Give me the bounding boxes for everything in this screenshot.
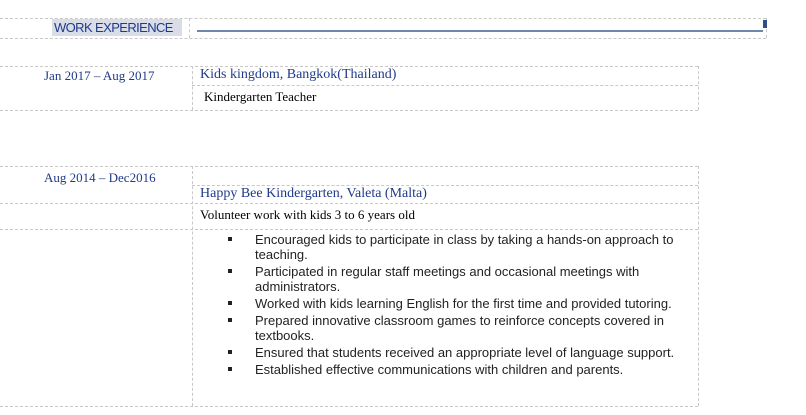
table-gridline [0, 203, 698, 204]
table-gridline [698, 66, 699, 110]
list-item [228, 264, 678, 294]
table-gridline [698, 166, 699, 406]
job-dates: Jan 2017 – Aug 2017 [44, 68, 155, 83]
job-duties-list [228, 232, 678, 379]
table-gridline [192, 66, 193, 110]
duty-text: Prepared innovative classroom games to reinforce concepts covered in textbooks. [255, 313, 664, 343]
heading-rule [197, 30, 763, 32]
table-gridline [192, 166, 193, 406]
table-gridline [189, 18, 190, 38]
bullet-icon [228, 269, 232, 273]
bullet-icon [228, 301, 232, 305]
list-item [228, 232, 678, 262]
table-gridline [0, 166, 698, 167]
list-item [228, 362, 678, 377]
heading-rule-end [763, 20, 767, 28]
duty-text: Worked with kids learning English for the first time and provided tutoring. [255, 296, 672, 311]
bullet-icon [228, 350, 232, 354]
job-role: Volunteer work with kids 3 to 6 years old [200, 207, 415, 222]
section-heading: WORK EXPERIENCE [52, 19, 182, 36]
bullet-icon [228, 367, 232, 371]
table-gridline [0, 38, 766, 39]
duty-text: Participated in regular staff meetings and occasional meetings with administrators. [255, 264, 640, 294]
duty-text: Ensured that students received an appropriate level of language support. [255, 345, 675, 360]
table-gridline [0, 406, 698, 407]
job-employer: Happy Bee Kindergarten, Valeta (Malta) [200, 186, 427, 201]
bullet-icon [228, 318, 232, 322]
bullet-icon [228, 237, 232, 241]
duty-text: Encouraged kids to participate in class by taking a hands-on approach to teaching. [255, 232, 674, 262]
job-role: Kindergarten Teacher [204, 89, 317, 104]
list-item [228, 345, 678, 360]
table-gridline [0, 110, 698, 111]
duty-text: Established effective communications with children and parents. [255, 362, 624, 377]
table-gridline [0, 229, 698, 230]
table-gridline [192, 85, 698, 86]
list-item [228, 296, 678, 311]
job-employer: Kids kingdom, Bangkok(Thailand) [200, 67, 397, 82]
job-dates: Aug 2014 – Dec2016 [44, 170, 156, 185]
list-item [228, 313, 678, 343]
